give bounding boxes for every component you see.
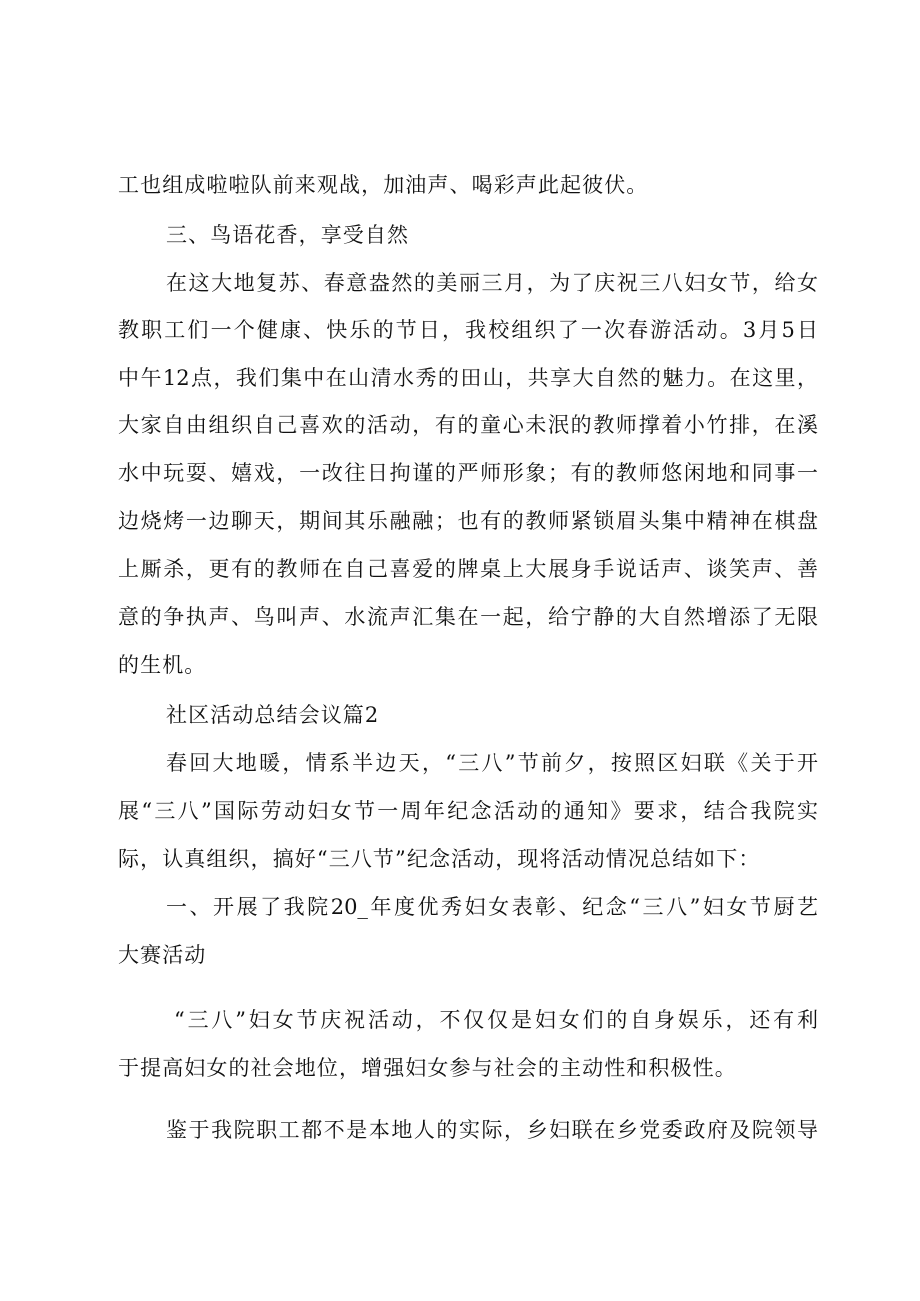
section-heading-1-line-2: 大赛活动 [118, 943, 207, 967]
section-heading-3: 三、鸟语花香，享受自然 [166, 223, 410, 247]
paragraph-line-11: 春回大地暖，情系半边天，“三八”节前夕，按照区妇联《关于开 [166, 751, 818, 775]
paragraph-line-5: 大家自由组织自己喜欢的活动，有的童心未泯的教师撑着小竹排，在溪 [118, 413, 818, 437]
paragraph-line-12: 展“三八”国际劳动妇女节一周年纪念活动的通知》要求，结合我院实 [118, 799, 818, 823]
section-heading-1-line-1: 一、开展了我院20_年度优秀妇女表彰、纪念“三八”妇女节厨艺 [166, 895, 818, 919]
section-title: 社区活动总结会议篇2 [166, 703, 380, 727]
paragraph-line-10: 的生机。 [118, 653, 207, 677]
paragraph-line-1: 工也组成啦啦队前来观战，加油声、喝彩声此起彼伏。 [118, 173, 649, 197]
paragraph-line-4: 中午12点，我们集中在山清水秀的田山，共享大自然的魅力。在这里， [118, 366, 818, 390]
paragraph-line-16: 鉴于我院职工都不是本地人的实际，乡妇联在乡党委政府及院领导 [166, 1118, 818, 1142]
paragraph-line-2: 在这大地复苏、春意盎然的美丽三月，为了庆祝三八妇女节，给女 [166, 271, 818, 295]
paragraph-line-7: 边烧烤一边聊天，期间其乐融融；也有的教师紧锁眉头集中精神在棋盘 [118, 509, 818, 533]
paragraph-line-6: 水中玩耍、嬉戏，一改往日拘谨的严师形象；有的教师悠闲地和同事一 [118, 461, 818, 485]
paragraph-line-13: 际，认真组织，搞好“三八节”纪念活动，现将活动情况总结如下： [118, 847, 761, 871]
paragraph-line-3: 教职工们一个健康、快乐的节日，我校组织了一次春游活动。3月5日 [118, 318, 818, 342]
paragraph-line-8: 上厮杀，更有的教师在自己喜爱的牌桌上大展身手说话声、谈笑声、善 [118, 557, 818, 581]
paragraph-line-14: “三八”妇女节庆祝活动，不仅仅是妇女们的自身娱乐，还有利 [174, 1008, 818, 1032]
paragraph-line-9: 意的争执声、鸟叫声、水流声汇集在一起，给宁静的大自然增添了无限 [118, 605, 818, 629]
paragraph-line-15: 于提高妇女的社会地位，增强妇女参与社会的主动性和积极性。 [118, 1056, 737, 1080]
